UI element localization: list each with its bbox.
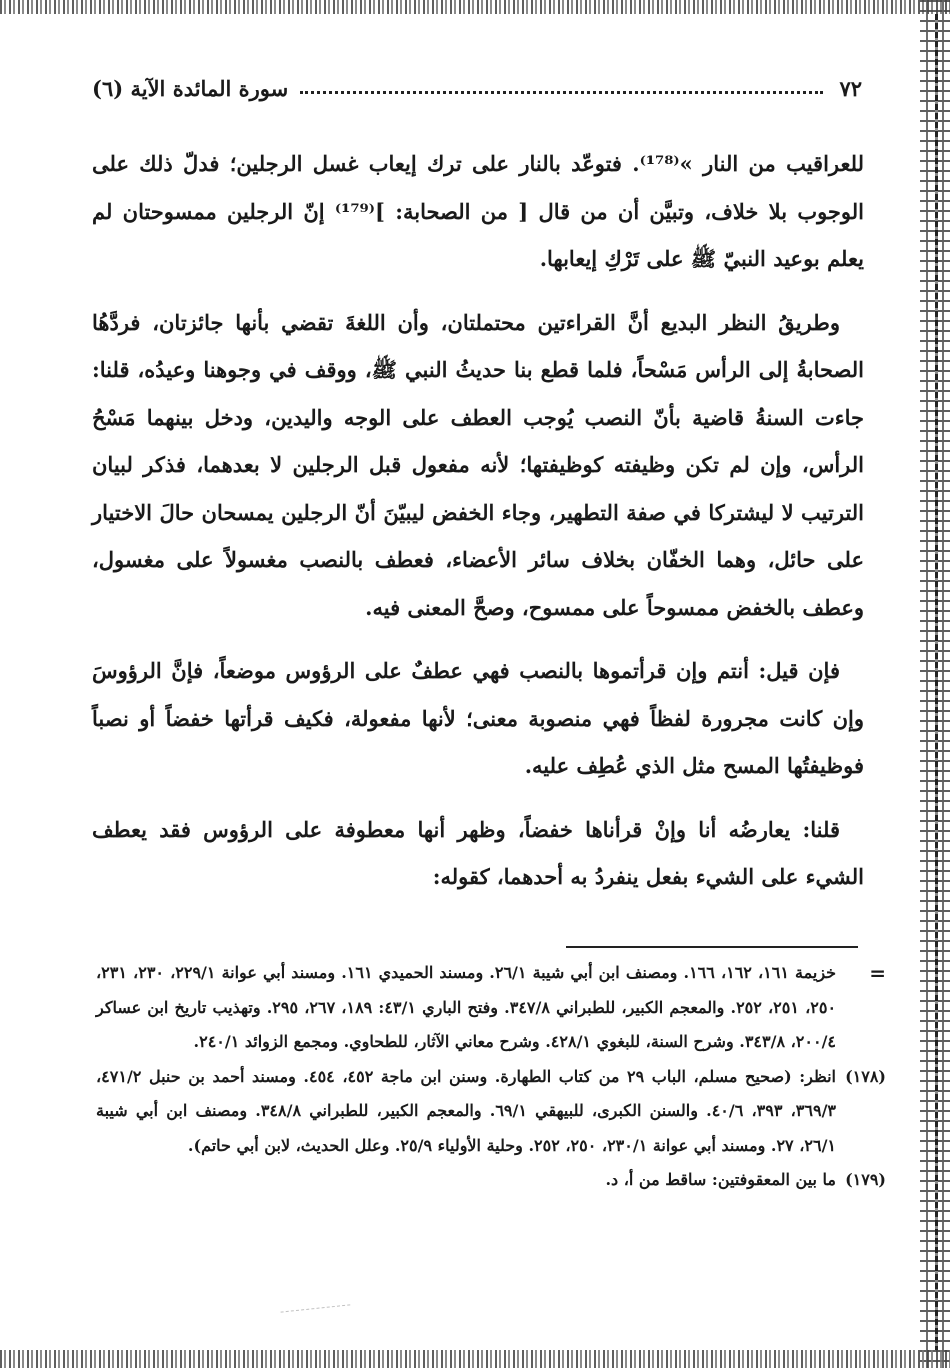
footnote xyxy=(96,1163,886,1198)
footnote-text: ما بين المعقوفتين: ساقط من أ، د. xyxy=(605,1170,836,1189)
footnote-number: (١٧٨) xyxy=(845,1066,886,1086)
footnotes xyxy=(96,956,886,1198)
main-text xyxy=(92,140,864,917)
paragraph: فإن قيل: أنتم وإن قرأتموها بالنصب فهي عطفٌ على الرؤوس موضعاً، فإنَّ الرؤوسَ وإن كانت مجرورة لفظاً فهي منصوبة معنى؛ لأنها مفعولة، فكيف قرأتها خفضاً أو نصباً فوظيفتُها المسح مثل الذي عُطِف عليه. xyxy=(92,658,864,778)
footnote-text: خزيمة ١٦١، ١٦٢، ١٦٦. ومصنف ابن أبي شيبة ٢٦/١. ومسند الحميدي ١٦١. ومسند أبي عوانة ٢٢٩/١، ٢٣٠، ٢٣١، ٢٥٠، ٢٥١، ٢٥٢. والمعجم الكبير، للطبراني ٣٤٧/٨. وفتح الباري ٤٣/١: ١٨٩، ٢٦٧، ٢٩٥. وتهذيب تاريخ ابن عساكر ٢٠٠/٤، ٣٤٣/٨. وشرح السنة، للبغوي ٤٢٨/١. وشرح معاني الآثار، للطحاوي. ومجمع الزوائد ٢٤٠/١. xyxy=(96,963,837,1051)
footnote xyxy=(96,1060,886,1164)
decorative-border-bottom xyxy=(0,1350,950,1368)
pencil-mark xyxy=(280,1296,351,1312)
decorative-border-chain xyxy=(935,14,938,1350)
footnote-number: (١٧٩) xyxy=(845,1170,886,1189)
footnote-separator xyxy=(566,946,858,948)
page-number: ٧٢ xyxy=(839,75,862,101)
header-dotted-leader xyxy=(300,91,823,94)
paragraph: للعراقيب من النار »⁽¹⁷⁸⁾. فتوعّد بالنار على ترك إيعاب غسل الرجلين؛ فدلّ ذلك على الوجوب بلا خلاف، وتبيَّن أن من قال [ من الصحابة: ]⁽¹⁷⁹⁾ إنّ الرجلين ممسوحتان لم يعلم بوعيد النبيّ ﷺ على تَرْكِ إيعابها. xyxy=(92,151,864,271)
page-header xyxy=(92,68,862,108)
footnote-number: = xyxy=(869,961,886,985)
surah-title: سورة المائدة الآية (٦) xyxy=(92,75,289,101)
paragraph: وطريقُ النظر البديع أنَّ القراءتين محتملتان، وأن اللغةَ تقضي بأنها جائزتان، فردَّهُا الصحابةُ إلى الرأس مَسْحاً، فلما قطع بنا حديثُ النبي ﷺ، ووقف في وجوهنا وعيدُه، قلنا: جاءت السنةُ قاضية بأنّ النصب يُوجب العطف على الوجه واليدين، ودخل بينهما مَسْحُ الرأس، وإن لم تكن وظيفته كوظيفتها؛ لأنه مفعول قبل الرجلين لا بعدهما، فذكر لبيان الترتيب لا ليشتركا في صفة التطهير، وجاء الخفض ليبيّنَ أنّ الرجلين يمسحان حالَ الاختيار على حائل، وهما الخفّان بخلاف سائر الأعضاء، فعطف بالنصب مغسولاً على مغسول، وعطف بالخفض ممسوحاً على ممسوح، وصحَّ المعنى فيه. xyxy=(92,309,864,620)
footnote-text: انظر: (صحيح مسلم، الباب ٢٩ من كتاب الطهارة. وسنن ابن ماجة ٤٥٢، ٤٥٤. ومسند أحمد بن حنبل ٤٧١/٢، ٣٦٩/٣، ٣٩٣، ٤٠/٦. والسنن الكبرى، للبيهقي ٦٩/١. والمعجم الكبير، للطبراني ٣٤٨/٨. ومصنف ابن أبي شيبة ٢٦/١، ٢٧. ومسند أبي عوانة ٢٣٠/١، ٢٥٠، ٢٥٢. وحلية الأولياء ٢٥/٩. وعلل الحديث، لابن أبي حاتم). xyxy=(96,1066,836,1155)
decorative-border-top xyxy=(0,0,950,14)
footnote xyxy=(96,956,886,1060)
paragraph: قلنا: يعارضُه أنا وإنْ قرأناها خفضاً، وظهر أنها معطوفة على الرؤوس فقد يعطف الشيء على الشيء بفعل ينفردُ به أحدهما، كقوله: xyxy=(92,816,864,889)
